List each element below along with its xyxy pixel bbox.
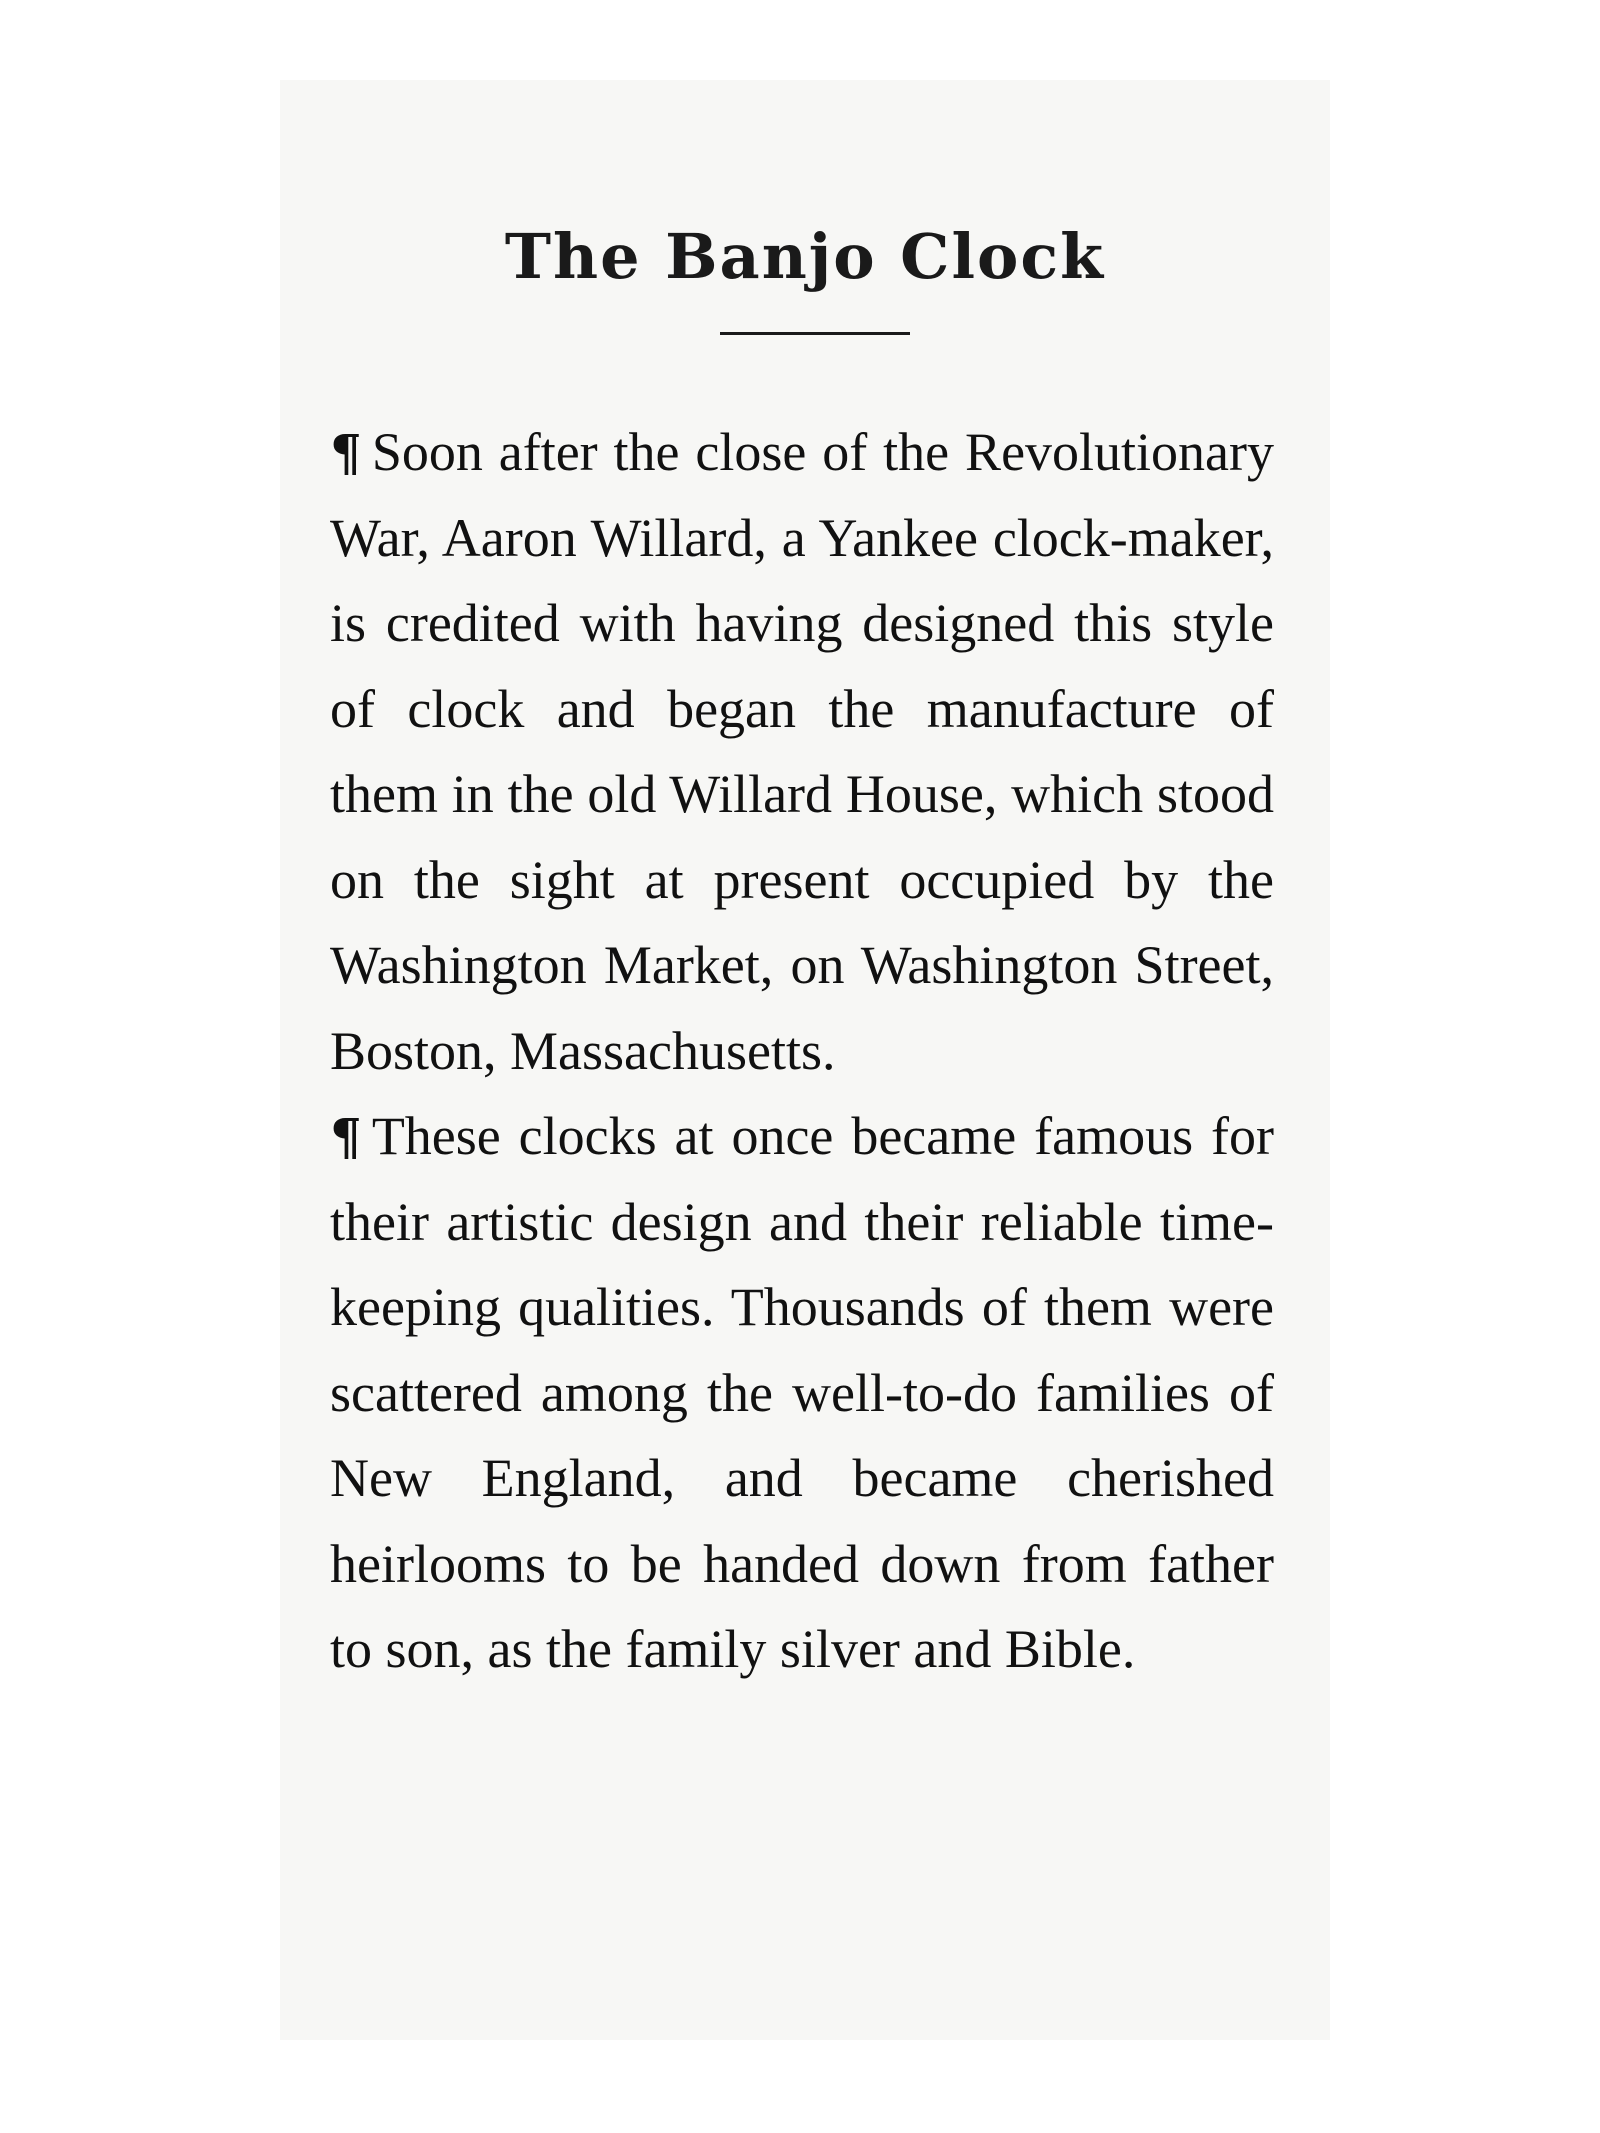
paragraph-1 bbox=[330, 410, 1274, 1094]
title-divider bbox=[720, 332, 910, 335]
paragraph-2 bbox=[330, 1094, 1274, 1693]
book-page bbox=[280, 80, 1330, 2040]
pilcrow-icon: ¶ bbox=[330, 1107, 362, 1166]
pilcrow-icon: ¶ bbox=[330, 423, 362, 482]
paragraph-2-text: These clocks at once became famous for their artistic design and their reliable time-keeping qualities. Thousands of them were scattered among the well-to-do families of New England, and became cherished heirlooms to be handed down from father to son, as the family silver and Bible. bbox=[330, 1106, 1274, 1679]
body-text bbox=[330, 410, 1274, 1693]
page-title: The Banjo Clock bbox=[504, 220, 1106, 293]
paragraph-1-text: Soon after the close of the Revolutionary War, Aaron Willard, a Yankee clock-maker, is credited with having designed this style of clock and began the manufacture of them in the old Willard House, which stood on the sight at present occupied by the Washington Market, on Washington Street, Boston, Massachusetts. bbox=[330, 422, 1274, 1081]
